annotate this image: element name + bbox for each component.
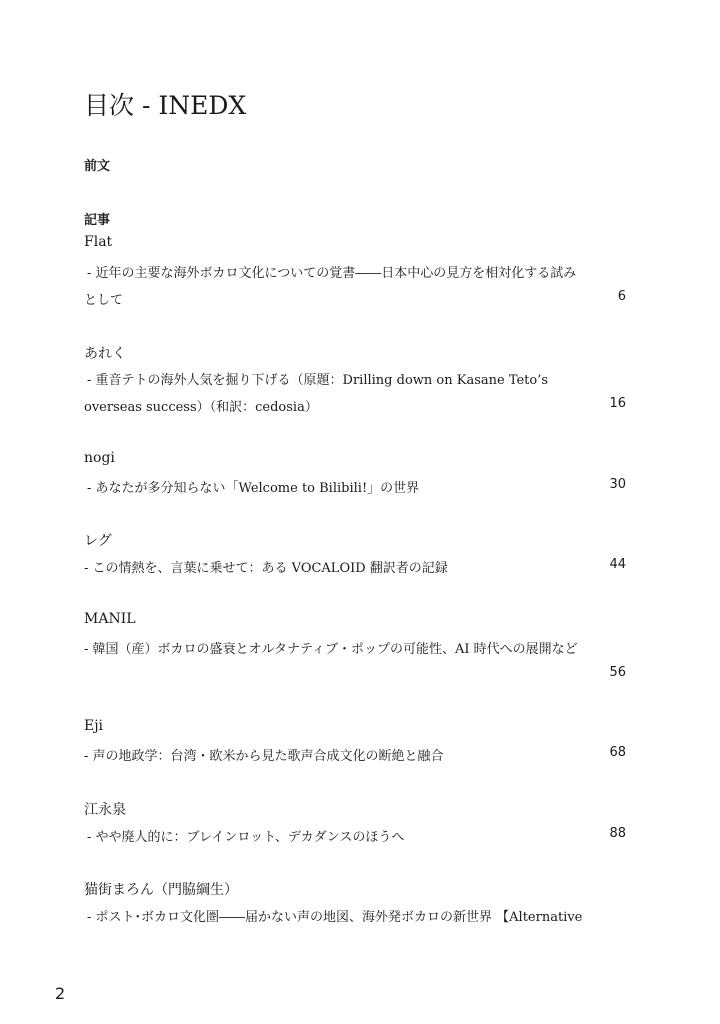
entry-title-line-1: - 韓国（産）ボカロの盛衰とオルタナティブ・ポップの可能性、AI 時代への展開など [84,642,578,657]
section-articles: 記事 [84,213,111,228]
entry-author-manil: MANIL [84,611,136,627]
entry-title-line-1: - 重音テトの海外人気を掘り下げる（原題：Drilling down on Kasane Teto’s [87,373,549,388]
entry-author-reg: レグ [84,533,112,549]
page-folio: 2 [55,984,66,1003]
entry-title-line-1: - やや廃人的に：ブレインロット、デカダンスのほうへ [87,830,405,845]
entry-author-nogi: nogi [84,450,115,466]
entry-author-eji: Eji [84,718,104,734]
entry-page-number: 88 [609,826,626,841]
entry-author-jiang: 江永泉 [84,802,126,818]
entry-author-alek: あれく [84,346,126,362]
entry-title-line-2: として [84,293,124,308]
entry-author-nekomachi: 猫街まろん（門脇綱生） [84,882,238,898]
entry-title-line-1: - この情熱を、言葉に乗せて：ある VOCALOID 翻訳者の記録 [84,561,448,576]
entry-page-number: 56 [609,665,626,680]
entry-page-number: 16 [609,396,626,411]
entry-page-number: 30 [609,477,626,492]
section-preface: 前文 [84,159,111,174]
entry-title-line-2: overseas success）（和訳：cedosia） [84,400,318,415]
entry-author-flat: Flat [84,234,113,250]
entry-title-line-1: - 近年の主要な海外ボカロ文化についての覚書――日本中心の見方を相対化する試み [87,266,577,281]
toc-title: 目次 - INEDX [84,91,247,120]
entry-title-line-1: - あなたが多分知らない「Welcome to Bilibili!」の世界 [87,481,420,496]
entry-title-line-1: - ポスト･ボカロ文化圏――届かない声の地図、海外発ボカロの新世界 【Alternative [87,910,583,925]
entry-page-number: 68 [609,745,626,760]
entry-page-number: 44 [609,557,626,572]
entry-title-line-1: - 声の地政学：台湾・欧米から見た歌声合成文化の断絶と融合 [84,749,444,764]
entry-page-number: 6 [617,289,626,304]
